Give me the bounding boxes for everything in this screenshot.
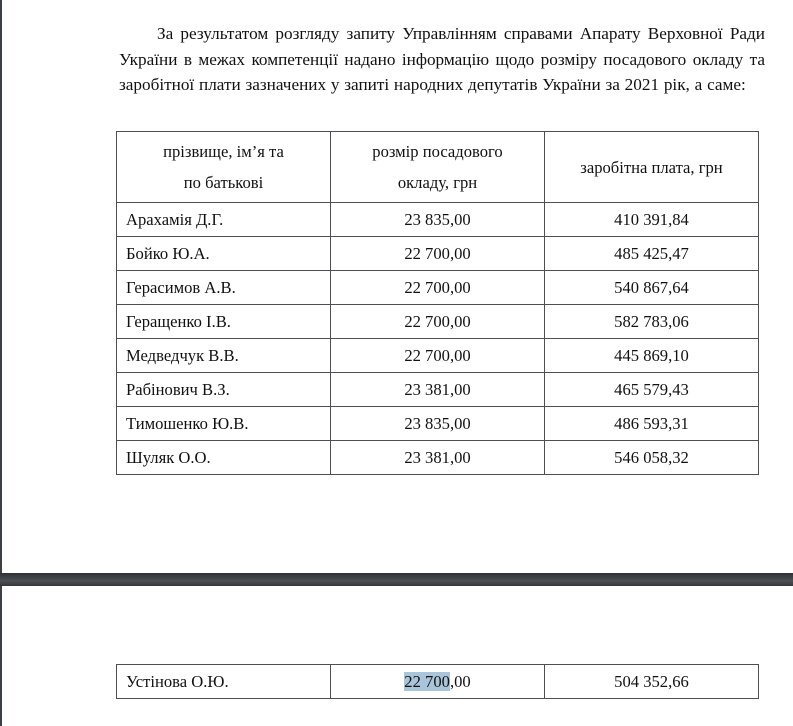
cell-pay: 465 579,43 [545,373,759,407]
column-header-name [117,132,331,203]
cell-name: Устінова О.Ю. [117,665,331,699]
cell-pay: 546 058,32 [545,441,759,475]
cell-name: Рабінович В.З. [117,373,331,407]
cell-pay: 486 593,31 [545,407,759,441]
cell-name: Арахамія Д.Г. [117,203,331,237]
cell-name: Бойко Ю.А. [117,237,331,271]
table-header-row [117,132,759,203]
cell-name: Герасимов А.В. [117,271,331,305]
table-row [117,339,759,373]
column-header-pay [545,132,759,203]
table-row [117,305,759,339]
cell-salary: 23 381,00 [331,373,545,407]
page-separator-band [0,573,793,586]
cell-pay: 540 867,64 [545,271,759,305]
cell-salary-remainder: ,00 [449,671,471,691]
column-header-name-line2: по батькові [183,173,264,192]
column-header-pay-line1: заробітна плата, грн [580,157,723,177]
document-page-two [0,586,793,726]
column-header-salary [331,132,545,203]
cell-name: Тимошенко Ю.В. [117,407,331,441]
cell-salary: 23 835,00 [331,407,545,441]
cell-pay: 485 425,47 [545,237,759,271]
cell-name: Медведчук В.В. [117,339,331,373]
table-row [117,373,759,407]
column-header-name-line1: прізвище, ім’я та [163,142,284,161]
continuation-table-body [117,665,759,699]
cell-salary: 22 700,00 [331,305,545,339]
cell-pay: 445 869,10 [545,339,759,373]
cell-pay: 504 352,66 [545,665,759,699]
cell-salary: 22 700,00 [331,339,545,373]
cell-salary: 22 700,00 [331,271,545,305]
table-row [117,271,759,305]
cell-salary [331,665,545,699]
salary-table [116,131,759,475]
cell-salary: 23 381,00 [331,441,545,475]
column-header-salary-line1: розмір посадового [372,142,503,161]
table-row [117,237,759,271]
cell-salary: 23 835,00 [331,203,545,237]
salary-table-body [117,203,759,475]
selected-text-fragment[interactable]: 22 700 [404,671,450,691]
cell-salary: 22 700,00 [331,237,545,271]
intro-paragraph: За результатом розгляду запиту Управлінням справами Апарату Верховної Ради України в межах компетенції надано інформацію щодо розміру посадового окладу та заробітної плати зазначених у запиті народних депутатів України за 2021 рік, а саме: [119,24,765,95]
table-row [117,407,759,441]
cell-pay: 582 783,06 [545,305,759,339]
cell-name: Шуляк О.О. [117,441,331,475]
cell-name: Геращенко І.В. [117,305,331,339]
continuation-table [116,664,759,699]
salary-table-header [117,132,759,203]
table-row [117,665,759,699]
cell-pay: 410 391,84 [545,203,759,237]
table-row [117,441,759,475]
table-row [117,203,759,237]
column-header-salary-line2: окладу, грн [397,173,478,192]
